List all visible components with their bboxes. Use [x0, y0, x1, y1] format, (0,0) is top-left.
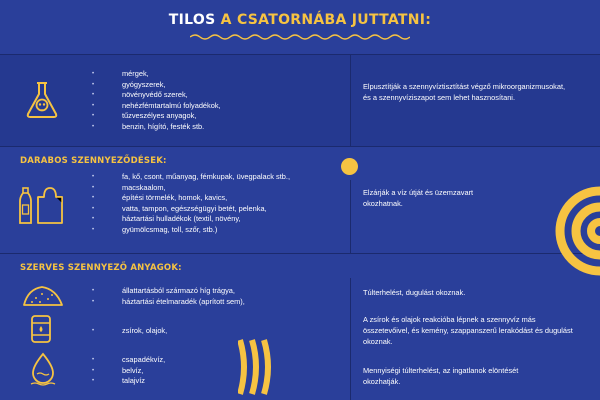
concentric-arcs-decoration	[515, 183, 600, 279]
slanted-bars-decoration	[238, 338, 282, 396]
section-divider	[0, 253, 600, 254]
list-item: • háztartási hulladékok (textil, növény,	[92, 214, 290, 225]
accent-dot	[341, 158, 358, 175]
section-title-organic: SZERVES SZENNYEZŐ ANYAGOK:	[20, 263, 182, 273]
list-item: • mérgek,	[92, 69, 221, 80]
pile-icon	[22, 283, 64, 312]
column-divider	[350, 278, 351, 400]
organic-description-1: Túlterhelést, dugulást okoznak.	[363, 288, 466, 297]
column-divider	[350, 180, 351, 253]
skull-flask-icon	[24, 80, 60, 125]
list-item: • vatta, tampon, egészségügyi betét, pelenka,	[92, 204, 290, 215]
list-item: • gyümölcsmag, toll, szőr, stb.)	[92, 225, 290, 236]
column-divider	[350, 54, 351, 146]
list-item: • állattartásból származó híg trágya,	[92, 286, 245, 297]
toxic-items-list	[92, 69, 221, 133]
list-item: • csapadékvíz,	[92, 355, 165, 366]
organic-description-3: Mennyiségi túlterhelést, az ingatlanok elöntését okozhatják.	[363, 366, 519, 386]
list-item: • háztartási ételmaradék (aprított sem),	[92, 297, 245, 308]
organic-items-list-1	[92, 286, 245, 307]
title-highlight: A CSATORNÁBA JUTTATNI:	[220, 12, 432, 28]
organic-items-list-2	[92, 326, 167, 337]
list-item: • talajvíz	[92, 376, 165, 387]
list-item: • fa, kő, csont, műanyag, fémkupak, üvegpalack stb.,	[92, 172, 290, 183]
list-item: • tűzveszélyes anyagok,	[92, 111, 221, 122]
bottle-bag-icon	[18, 185, 66, 232]
barrel-icon	[30, 314, 52, 349]
list-item: • nehézfémtartalmú folyadékok,	[92, 101, 221, 112]
organic-items-list-3	[92, 355, 165, 387]
list-item: • macskaalom,	[92, 183, 290, 194]
wave-decoration	[190, 33, 410, 41]
toxic-description: Elpusztítják a szennyvíztisztítást végző mikroorganizmusokat, és a szennyvíziszapot sem lehet hasznosítani.	[363, 82, 566, 102]
list-item: • építési törmelék, homok, kavics,	[92, 193, 290, 204]
list-item: • benzin, hígító, festék stb.	[92, 122, 221, 133]
section-divider	[0, 146, 600, 147]
list-item: • belvíz,	[92, 366, 165, 377]
list-item: • növényvédő szerek,	[92, 90, 221, 101]
section-title-debris: DARABOS SZENNYEZŐDÉSEK:	[20, 156, 167, 166]
list-item: • gyógyszerek,	[92, 80, 221, 91]
section-divider	[0, 54, 600, 55]
water-drop-icon	[30, 352, 56, 391]
title-prefix: TILOS	[168, 12, 216, 28]
debris-description: Elzárják a víz útját és üzemzavart okozhatnak.	[363, 188, 474, 208]
page-title	[0, 12, 600, 28]
list-item: • zsírok, olajok,	[92, 326, 167, 337]
organic-description-2: A zsírok és olajok reakcióba lépnek a szennyvíz más összetevőivel, és kemény, szappanszerű lerakódást és dugulást okoznak.	[363, 315, 573, 346]
debris-items-list	[92, 172, 290, 236]
